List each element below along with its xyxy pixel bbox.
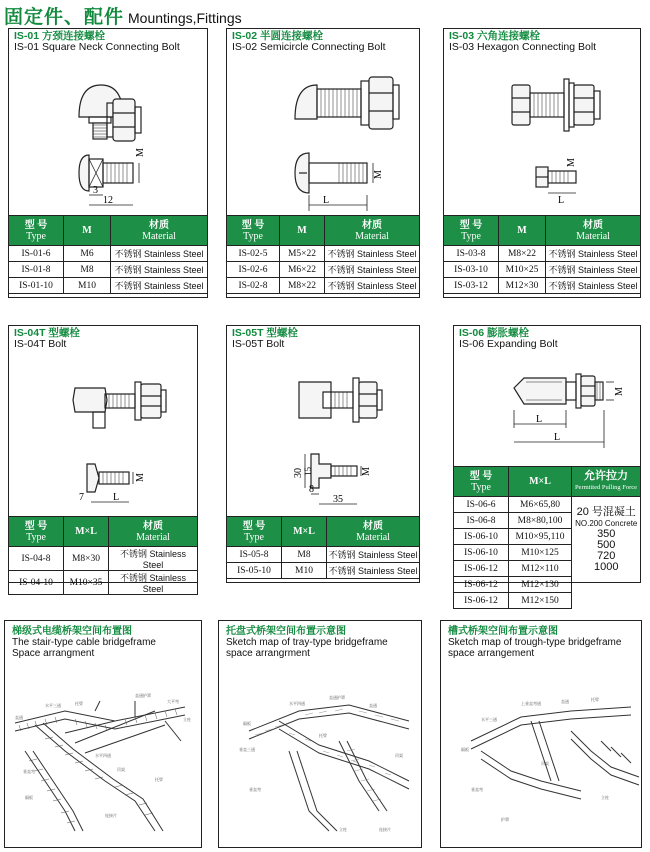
dim-m: M xyxy=(373,170,384,179)
svg-text:垂直弯: 垂直弯 xyxy=(23,769,35,774)
table-row: IS-06-8 M8×80,100 xyxy=(454,513,641,529)
svg-text:水平四通: 水平四通 xyxy=(95,753,111,758)
svg-text:连接片: 连接片 xyxy=(379,827,391,832)
panel-subtitle: IS-05T Bolt xyxy=(232,338,285,350)
panel-subtitle: IS-01 Square Neck Connecting Bolt xyxy=(14,41,180,53)
diagram-title-en-1: Sketch map of trough-type bridgeframe xyxy=(448,637,622,648)
dim-a: 7 xyxy=(79,492,84,503)
table-row: IS-04-8 M8×30 不锈钢 Stainless Steel xyxy=(9,547,198,571)
svg-text:隔板: 隔板 xyxy=(461,747,469,752)
table-row: IS-06-12 M12×130 xyxy=(454,577,641,593)
table-row: IS-03-12 M12×30 不锈钢 Stainless Steel xyxy=(444,278,641,294)
svg-text:立柱: 立柱 xyxy=(339,827,347,832)
table-row: IS-02-5 M5×22 不锈钢 Stainless Steel xyxy=(227,246,420,262)
panel-is-04t xyxy=(8,325,198,594)
panel-subtitle: IS-03 Hexagon Connecting Bolt xyxy=(449,41,597,53)
table-row: IS-03-8 M8×22 不锈钢 Stainless Steel xyxy=(444,246,641,262)
svg-text:托臂: 托臂 xyxy=(591,697,599,702)
dim-h2: 15 xyxy=(303,467,313,476)
force-cell: 20 号混凝土 NO.200 Concrete 350 500 720 1000 xyxy=(575,506,638,573)
table-header: 型 号 Type M×L 材质 Material xyxy=(9,517,198,547)
diagram-title-en-2: space arrangrment xyxy=(226,648,310,659)
hexagon-bolt-drawing xyxy=(444,55,642,213)
panel-is-06 xyxy=(453,325,641,606)
page-title-cn: 固定件、配件 xyxy=(4,6,125,28)
svg-text:吊架: 吊架 xyxy=(541,761,549,766)
svg-text:立柱: 立柱 xyxy=(183,717,191,722)
table-row: IS-06-12 M12×110 xyxy=(454,561,641,577)
spec-table xyxy=(8,215,208,294)
table-row: IS-06-10 M10×125 xyxy=(454,545,641,561)
dim-h1: 30 xyxy=(293,468,304,478)
table-row: IS-06-12 M12×150 xyxy=(454,593,641,609)
svg-text:直通: 直通 xyxy=(561,699,569,704)
panel-subtitle: IS-02 Semicircle Connecting Bolt xyxy=(232,41,386,53)
panel-subtitle: IS-06 Expanding Bolt xyxy=(459,338,558,350)
svg-text:大平弯: 大平弯 xyxy=(167,699,179,704)
panel-title xyxy=(232,31,386,53)
panel-code: IS-01 方颈连接螺栓 xyxy=(14,30,106,42)
svg-text:水平四通: 水平四通 xyxy=(289,701,305,706)
diagram-title xyxy=(448,626,621,659)
svg-text:上垂直弯通: 上垂直弯通 xyxy=(521,701,541,706)
diagram-title-en-2: space arrangement xyxy=(448,648,535,659)
table-header: 型 号 Type M 材质 Material xyxy=(227,216,420,246)
dim-a: 8 xyxy=(309,484,314,495)
table-row: IS-05-10 M10 不锈钢 Stainless Steel xyxy=(227,563,420,579)
panel-title xyxy=(449,31,596,53)
spec-table xyxy=(226,516,420,579)
square-neck-bolt-drawing xyxy=(9,55,209,213)
diagram-tray-type xyxy=(218,620,422,848)
dim-b: 12 xyxy=(103,195,113,206)
diagram-title xyxy=(12,626,156,659)
t-bolt-drawing xyxy=(9,352,199,514)
panel-code: IS-05T 型螺栓 xyxy=(232,327,298,339)
dim-l1: L xyxy=(536,414,543,425)
diagram-title xyxy=(226,626,388,659)
svg-text:吊架: 吊架 xyxy=(395,753,403,758)
table-row: IS-01-8 M8 不锈钢 Stainless Steel xyxy=(9,262,208,278)
spec-table xyxy=(8,516,198,595)
svg-text:护罩: 护罩 xyxy=(501,817,509,822)
diagram-trough-type xyxy=(440,620,642,848)
diagram-stair-type xyxy=(4,620,202,848)
dim-l: L xyxy=(558,195,565,206)
panel-is-02 xyxy=(226,28,420,298)
panel-code: IS-04T 型螺栓 xyxy=(14,327,80,339)
diagram-title-cn: 托盘式桥架空间布置示意图 xyxy=(226,626,346,637)
svg-text:立柱: 立柱 xyxy=(601,795,609,800)
table-row: IS-01-10 M10 不锈钢 Stainless Steel xyxy=(9,278,208,294)
table-row: IS-02-8 M8×22 不锈钢 Stainless Steel xyxy=(227,278,420,294)
table-header: 型 号 Type M 材质 Material xyxy=(444,216,641,246)
table-row: IS-03-10 M10×25 不锈钢 Stainless Steel xyxy=(444,262,641,278)
svg-text:连接片: 连接片 xyxy=(105,813,117,818)
svg-text:隔板: 隔板 xyxy=(25,795,33,800)
svg-text:托臂: 托臂 xyxy=(155,777,163,782)
panel-is-05t xyxy=(226,325,420,583)
dim-m: M xyxy=(135,148,146,157)
svg-text:直通护罩: 直通护罩 xyxy=(329,695,345,700)
spec-table xyxy=(453,466,641,609)
svg-text:垂直弯: 垂直弯 xyxy=(471,787,483,792)
svg-text:水平三通: 水平三通 xyxy=(481,717,497,722)
panel-title xyxy=(459,328,558,350)
panel-title xyxy=(14,328,80,350)
svg-text:直通护罩: 直通护罩 xyxy=(135,693,151,698)
table-row: IS-05-8 M8 不锈钢 Stainless Steel xyxy=(227,547,420,563)
dim-m: M xyxy=(135,473,146,482)
dim-l2: L xyxy=(554,432,561,443)
page-title-en: Mountings,Fittings xyxy=(128,10,242,26)
spec-table xyxy=(226,215,420,294)
svg-text:托臂: 托臂 xyxy=(75,701,83,706)
table-header: 型 号 Type M×L 材质 Material xyxy=(227,517,420,547)
expanding-bolt-drawing xyxy=(454,352,642,462)
diagram-title-cn: 梯级式电缆桥架空间布置图 xyxy=(12,626,132,637)
semicircle-bolt-drawing xyxy=(227,55,421,213)
dim-a: 3 xyxy=(93,185,98,196)
table-row: IS-04-10 M10×35 不锈钢 Stainless Steel xyxy=(9,571,198,595)
svg-text:直通: 直通 xyxy=(369,703,377,708)
panel-is-03 xyxy=(443,28,641,298)
page-title xyxy=(4,2,242,28)
diagram-title-en-1: The stair-type cable bridgeframe xyxy=(12,637,156,648)
panel-code: IS-03 六角连接螺栓 xyxy=(449,30,541,42)
svg-text:托臂: 托臂 xyxy=(319,733,327,738)
svg-text:直通: 直通 xyxy=(15,715,23,720)
dim-m: M xyxy=(361,467,372,476)
table-row: IS-02-6 M6×22 不锈钢 Stainless Steel xyxy=(227,262,420,278)
dim-l: L xyxy=(113,492,120,503)
table-header: 型 号 Type M 材质 Material xyxy=(9,216,208,246)
panel-subtitle: IS-04T Bolt xyxy=(14,338,67,350)
diagram-title-en-1: Sketch map of tray-type bridgeframe xyxy=(226,637,388,648)
panel-title xyxy=(232,328,298,350)
spec-table xyxy=(443,215,641,294)
panel-title xyxy=(14,31,180,53)
table-row: IS-06-10 M10×95,110 xyxy=(454,529,641,545)
svg-text:水平三通: 水平三通 xyxy=(45,703,61,708)
tray-bridge-illustration xyxy=(219,681,423,847)
table-header: 型 号 Type M×L 允许拉力 Permitted Pulling Force xyxy=(454,467,641,497)
diagram-title-cn: 槽式桥架空间布置示意图 xyxy=(448,626,558,637)
svg-text:吊架: 吊架 xyxy=(117,767,125,772)
trough-bridge-illustration xyxy=(441,681,643,847)
panel-code: IS-02 半圆连接螺栓 xyxy=(232,30,324,42)
svg-text:垂直三通: 垂直三通 xyxy=(239,747,255,752)
stair-bridge-illustration xyxy=(5,681,203,847)
dim-m: M xyxy=(566,158,577,167)
t-bolt-05-drawing xyxy=(227,352,421,514)
panel-is-01 xyxy=(8,28,208,298)
table-row: IS-06-6 M6×65,80 20 号混凝土 NO.200 Concrete 350 500 720 1000 xyxy=(454,497,641,513)
diagram-title-en-2: Space arrangment xyxy=(12,648,95,659)
svg-text:垂直弯: 垂直弯 xyxy=(249,787,261,792)
dim-m: M xyxy=(614,387,625,396)
dim-b: 35 xyxy=(333,494,343,505)
svg-text:隔板: 隔板 xyxy=(243,721,251,726)
panel-code: IS-06 膨胀螺栓 xyxy=(459,327,530,339)
dim-l: L xyxy=(323,195,330,206)
table-row: IS-01-6 M6 不锈钢 Stainless Steel xyxy=(9,246,208,262)
